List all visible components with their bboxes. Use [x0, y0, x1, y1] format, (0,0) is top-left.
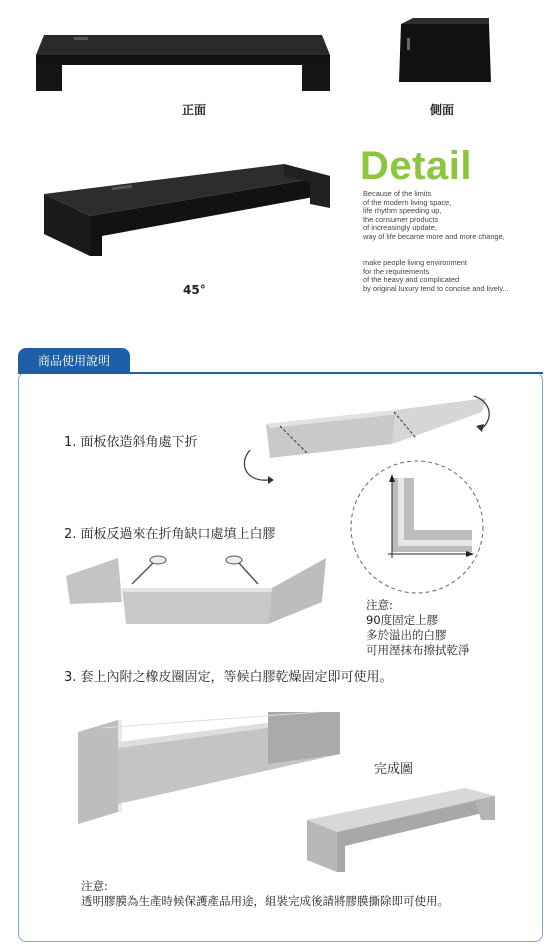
note-line: 注意: [366, 598, 393, 612]
note-1 [366, 598, 470, 658]
note-line: 可用溼抹布擦拭乾淨 [366, 643, 470, 657]
note-line: 透明膠膜為生產時候保護產品用途，組裝完成後請將膠膜撕除即可使用。 [81, 894, 449, 908]
finished-label: 完成圖 [374, 762, 414, 777]
note-line: 90度固定上膠 [366, 613, 439, 627]
product-45-degree-image [40, 160, 335, 260]
glue-corner-illustration [62, 548, 330, 638]
front-label: 正面 [182, 103, 207, 117]
detail-line: way of life became more and more change, [363, 231, 505, 241]
step-2-text: 2. 面板反過來在折角缺口處填上白膠 [64, 527, 276, 542]
step-3-text: 3. 套上內附之橡皮圈固定，等候白膠乾燥固定即可使用。 [64, 670, 393, 685]
note-2 [81, 879, 449, 909]
detail-line: the consumer products [363, 214, 439, 224]
detail-line: for the requirements [363, 266, 430, 276]
detail-line: make people living environment [363, 258, 467, 267]
corner-detail-illustration [348, 458, 486, 596]
side-label: 側面 [430, 103, 455, 117]
product-front-image [30, 25, 340, 95]
detail-paragraph-1 [363, 190, 505, 242]
detail-paragraph-2 [363, 259, 509, 293]
finished-product-illustration [305, 780, 497, 876]
detail-title: Detail [360, 144, 472, 188]
detail-line: life rhythm speeding up, [363, 206, 442, 216]
detail-line: of increasingly update, [363, 223, 437, 233]
note-line: 多於溢出的白膠 [366, 628, 447, 642]
detail-line: Because of the limits [363, 189, 432, 198]
angle-label: 45° [183, 283, 206, 297]
product-side-image [393, 16, 493, 88]
detail-line: by original luxury tend to concise and lively... [363, 283, 509, 293]
step-1-text: 1. 面板依造斜角處下折 [64, 435, 198, 450]
detail-line: of the modern living space, [363, 197, 452, 207]
detail-line: of the heavy and complicated [363, 275, 460, 285]
tab-instructions: 商品使用說明 [18, 348, 130, 374]
note-line: 注意: [81, 879, 108, 893]
